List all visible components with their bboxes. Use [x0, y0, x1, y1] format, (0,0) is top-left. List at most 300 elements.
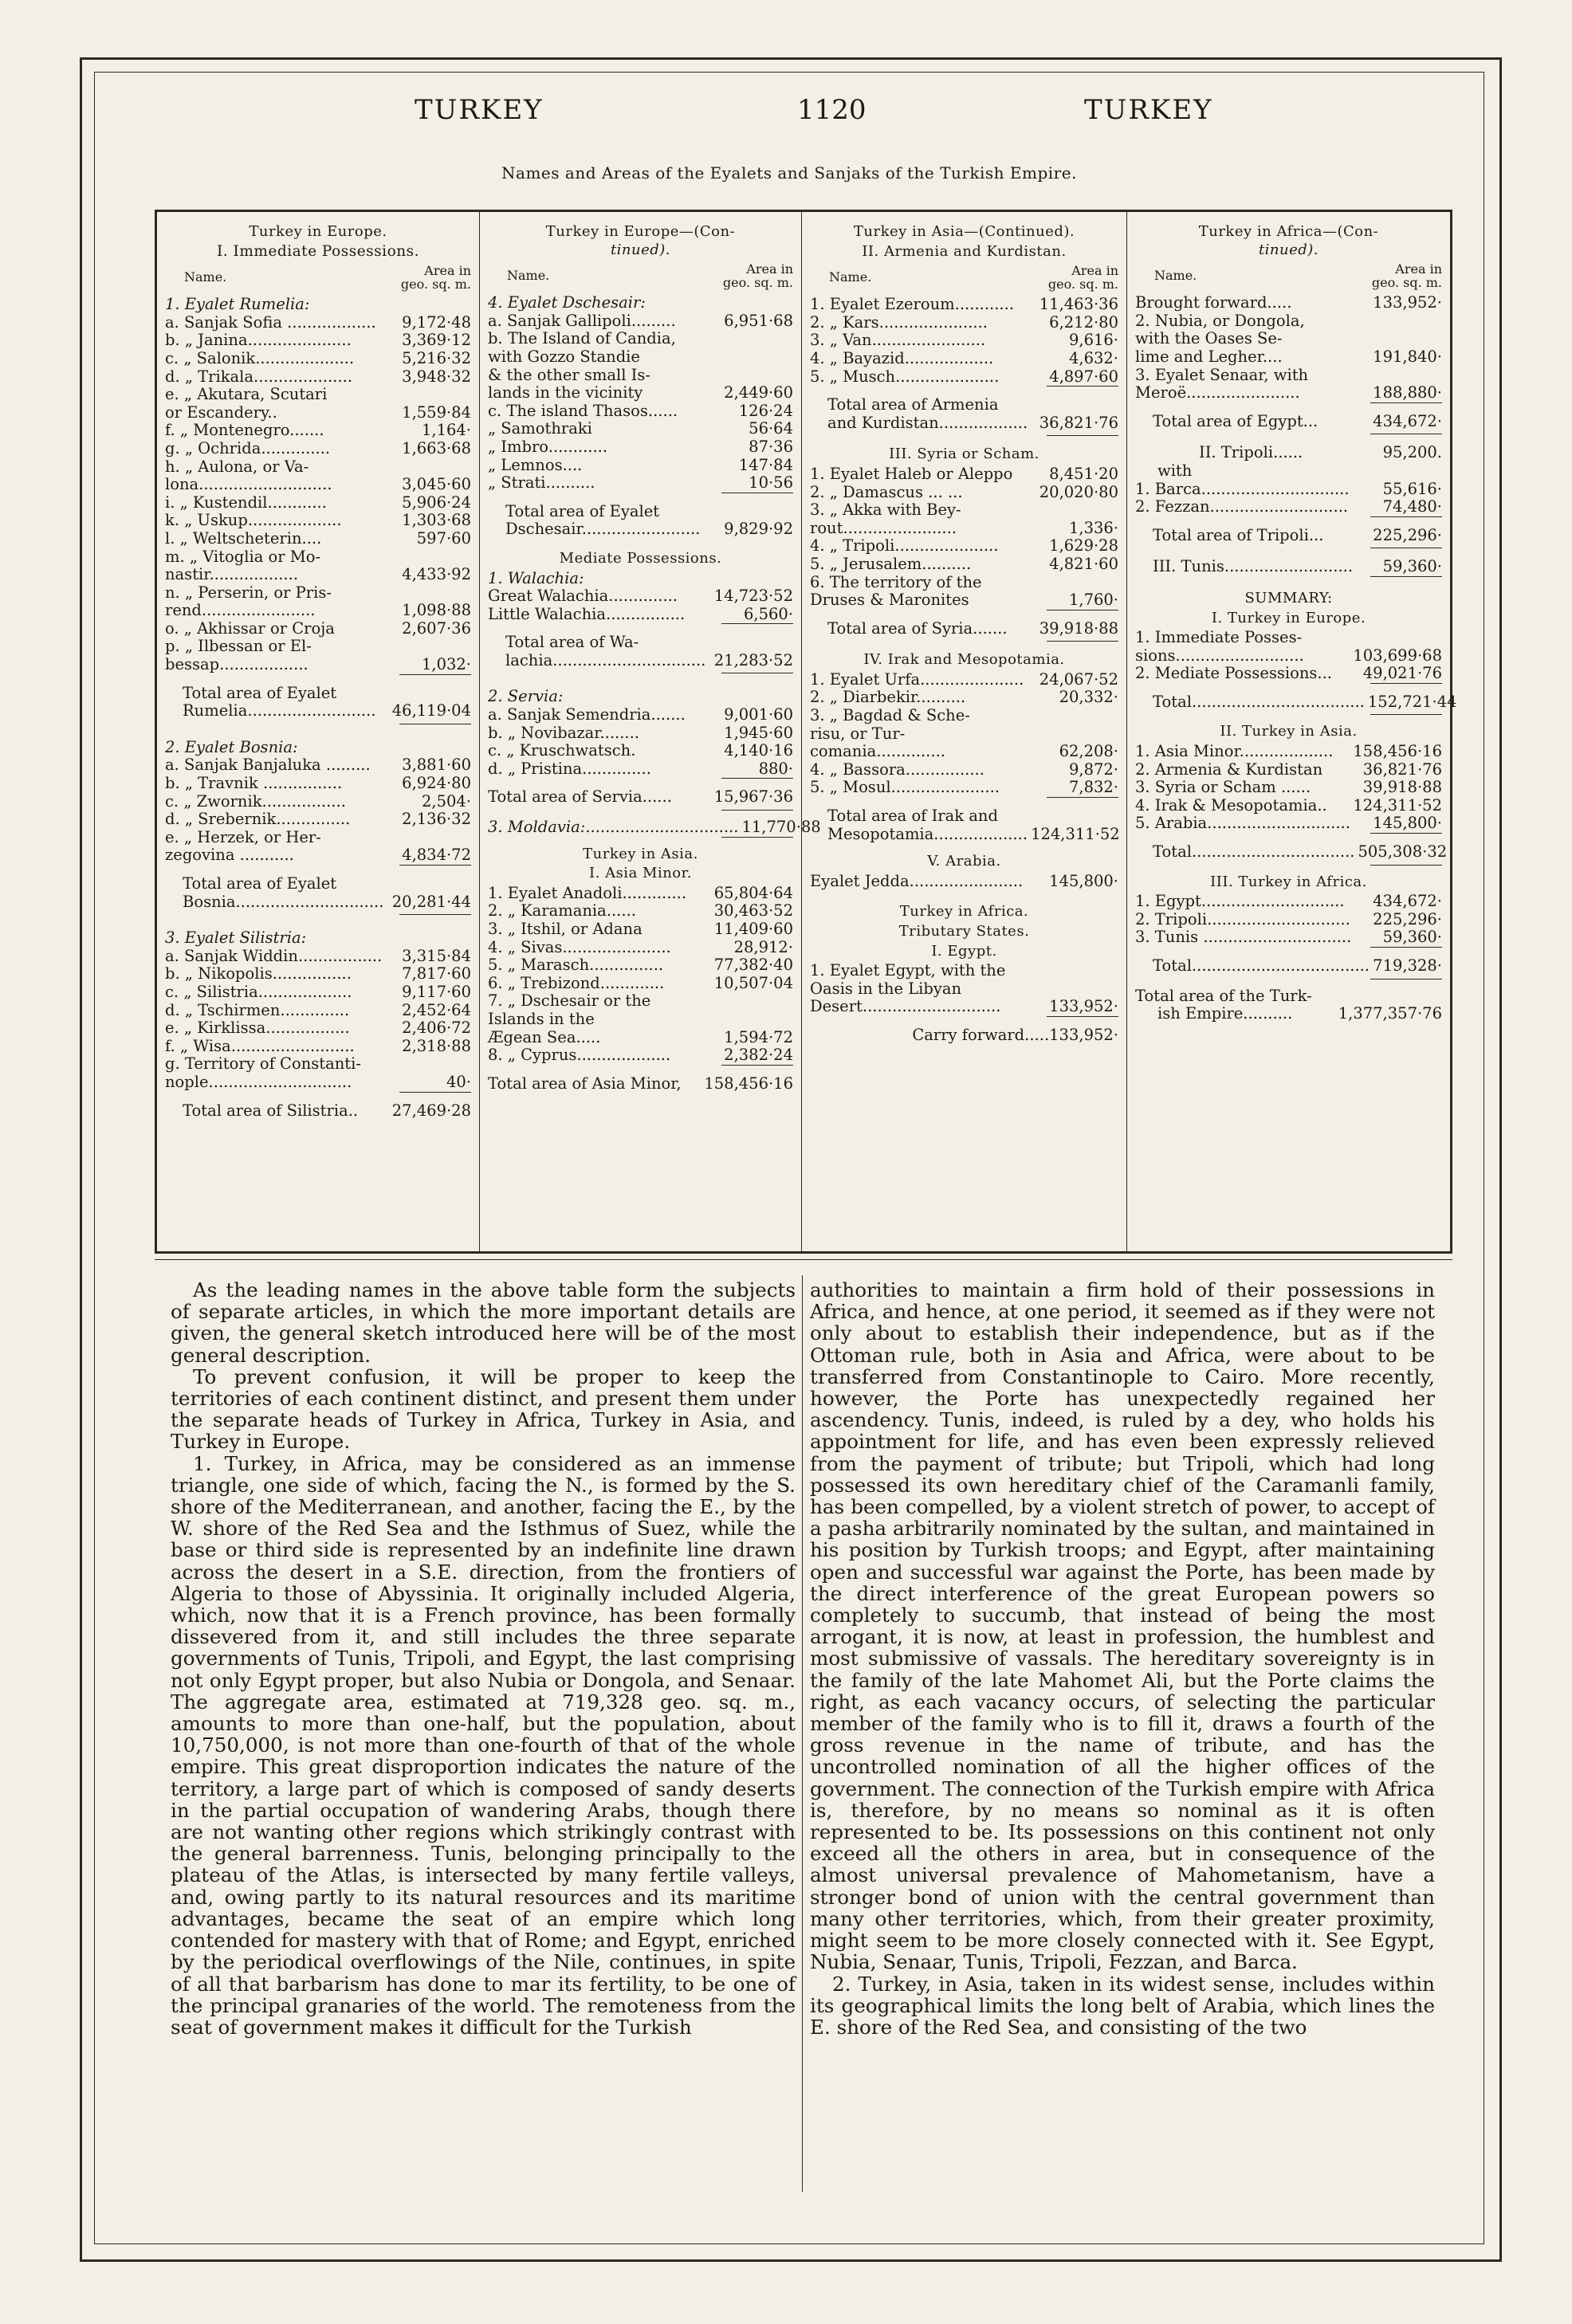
sum-rule — [1370, 865, 1442, 866]
row-area: 20,332· — [1059, 688, 1118, 707]
row-area: 1,303·68 — [402, 511, 471, 530]
header-name: Name. — [1154, 268, 1197, 284]
section-subtitle: I. Turkey in Europe. — [1211, 609, 1366, 626]
row-name: & the other small Is- — [488, 365, 650, 384]
row-name: risu, or Tur- — [810, 724, 906, 743]
row-name: 2. „ Karamania...... — [488, 901, 636, 921]
total-label — [488, 634, 711, 669]
total-value: 20,281·44 — [391, 892, 471, 911]
header-area — [1370, 262, 1442, 289]
row-area: 124,311·52 — [1353, 795, 1442, 815]
total-label-line: Dschesair........................ — [505, 520, 701, 539]
table-row — [1135, 384, 1442, 402]
row-name: 3. „ Van....................... — [810, 331, 986, 350]
body-column-right — [810, 1279, 1435, 2204]
table-row — [165, 656, 471, 674]
row-area: 133,952· — [1049, 997, 1118, 1016]
row-name: rout....................... — [810, 518, 957, 537]
row-area: 4,834·72 — [402, 846, 471, 865]
total-label — [165, 685, 389, 720]
row-name: a. Sanjak Semendria....... — [488, 705, 686, 724]
row-name: b. „ Nikopolis................ — [165, 964, 352, 983]
row-name: a. Sanjak Gallipoli......... — [488, 311, 676, 330]
total-value: 719,328· — [1373, 956, 1442, 975]
row-name: bessap.................. — [165, 655, 309, 674]
row-area: 59,360· — [1382, 928, 1442, 947]
row-name: c. „ Salonik.................... — [165, 348, 355, 367]
table-row — [488, 921, 793, 939]
row-area: 77,382·40 — [713, 956, 793, 975]
rumelia-list — [165, 314, 471, 674]
row-name: 3. Tunis .............................. — [1135, 928, 1352, 947]
total-label-line: ish Empire.......... — [1157, 1004, 1293, 1023]
section-subtitle: I. Immediate Possessions. — [216, 242, 420, 260]
section-title: IV. Irak and Mesopotamia. — [863, 651, 1065, 669]
table-row — [165, 775, 471, 793]
table-row — [165, 332, 471, 350]
row-area: 2,452·64 — [402, 1000, 471, 1019]
table-row — [165, 386, 471, 404]
table-row — [810, 998, 1118, 1016]
row-name: Eyalet Jedda....................... — [810, 871, 1024, 890]
table-row — [810, 707, 1118, 725]
table-row — [810, 555, 1118, 574]
section-title: Turkey in Asia. — [583, 845, 698, 862]
row-name: f. „ Montenegro....... — [165, 421, 324, 440]
egypt-entry — [810, 962, 1118, 1016]
table-row — [488, 367, 793, 385]
table-row — [810, 314, 1118, 332]
row-name: 3. „ Bagdad & Sche- — [810, 706, 970, 725]
row-area: 6,212·80 — [1049, 312, 1118, 332]
sum-rule — [1047, 797, 1118, 798]
spacer — [488, 542, 793, 548]
section-subtitle: I. Egypt. — [931, 942, 997, 960]
section-title: V. Arabia. — [927, 853, 1001, 870]
row-name: d. „ Trikala.................... — [165, 367, 353, 386]
table-row — [165, 314, 471, 332]
paragraph: 2. Turkey, in Asia, taken in its widest sense, includes within its geographical limits the long belt of Arabia, which lines the E. shore of the Red Sea, and consisting of the two — [810, 1972, 1435, 2039]
row-area: 9,872· — [1068, 760, 1118, 779]
row-area: 65,804·64 — [713, 883, 793, 902]
row-name: 4. „ Bayazid.................. — [810, 348, 994, 367]
sum-rule — [1370, 947, 1442, 948]
row-name: 2. „ Damascus ... ... — [810, 482, 963, 501]
row-name: III. Tunis.......................... — [1153, 557, 1354, 576]
table-row — [165, 458, 471, 477]
total-label — [810, 807, 1028, 843]
table-row — [488, 402, 793, 421]
row-area: 5,906·24 — [402, 493, 471, 512]
row-name: d. „ Tschirmen.............. — [165, 1000, 350, 1019]
total-value: 225,296· — [1373, 525, 1442, 544]
table-row — [488, 724, 793, 743]
row-area: 3,045·60 — [402, 475, 471, 494]
total-label: Total................................. — [1153, 842, 1355, 862]
section-title: Turkey in Asia—(Continued). — [853, 223, 1075, 240]
row-area: 10·56 — [749, 473, 793, 493]
total-label-line: Total area of the Turk- — [1135, 986, 1312, 1005]
row-name: 3. Syria or Scham ...... — [1135, 778, 1311, 797]
table-row — [488, 384, 793, 402]
table-row — [165, 756, 471, 775]
row-name: Meroë....................... — [1135, 383, 1300, 402]
section-subtitle: I. Asia Minor. — [589, 865, 692, 882]
row-area: 147·84 — [738, 455, 793, 474]
spacer — [165, 724, 471, 739]
table-row — [488, 992, 793, 1011]
row-area: 7,832· — [1068, 778, 1118, 797]
table-row — [488, 818, 821, 837]
row-name: lands in the vicinity — [488, 383, 643, 402]
row-area: 4,821·60 — [1049, 554, 1118, 573]
total-value: 152,721·44 — [1367, 692, 1457, 711]
row-area: 56·64 — [749, 419, 793, 438]
row-area: 95,200. — [1382, 443, 1442, 462]
row-name: 6. The territory of the — [810, 572, 982, 591]
row-area: 2,406·72 — [402, 1019, 471, 1038]
table-column-africa-summary — [1126, 212, 1457, 1251]
table-row — [165, 1074, 471, 1092]
total-row — [488, 788, 793, 807]
row-name: 4. „ Tripoli..................... — [810, 536, 999, 555]
row-area: 1,032· — [421, 655, 471, 674]
table-row — [1135, 911, 1442, 929]
row-name: Great Walachia.............. — [488, 587, 678, 606]
row-area: 7,817·60 — [402, 964, 471, 983]
table-row — [165, 620, 471, 638]
row-area: 1,559·84 — [402, 402, 471, 422]
table-row — [488, 706, 793, 724]
sum-rule — [1370, 714, 1442, 715]
table-row — [810, 689, 1118, 707]
row-name: g. Territory of Constanti- — [165, 1054, 361, 1074]
total-label-line: Total area of Eyalet — [183, 874, 337, 893]
row-area: 1,945·60 — [724, 723, 793, 742]
table-row — [488, 587, 793, 606]
table-row — [1135, 481, 1442, 499]
total-label-line: Rumelia.......................... — [183, 701, 376, 720]
row-area: 2,136·32 — [402, 810, 471, 829]
section-subtitle: II. Armenia and Kurdistan. — [862, 242, 1067, 260]
summary-title: SUMMARY: — [1244, 589, 1333, 607]
row-name: c. The island Thasos...... — [488, 401, 678, 420]
table-row — [488, 420, 793, 438]
total-value: 505,308·32 — [1358, 842, 1448, 862]
grand-total-row — [1135, 987, 1442, 1023]
total-label-line: lachia............................... — [505, 650, 706, 669]
row-area: 20,020·80 — [1039, 482, 1118, 501]
row-area: 1,164· — [421, 421, 471, 440]
total-row — [810, 620, 1118, 638]
table-caption: Names and Areas of the Eyalets and Sanjaks of the Turkish Empire. — [501, 163, 1077, 183]
row-name: 3. „ Akka with Bey- — [810, 501, 961, 520]
sum-rule — [721, 810, 793, 811]
spacer — [810, 890, 1118, 901]
section-title-line: Turkey in Europe—(Con- — [545, 223, 736, 240]
row-name: g. „ Ochrida.............. — [165, 438, 331, 457]
table-row — [165, 811, 471, 829]
carry-forward: Carry forward.....133,952· — [912, 1025, 1118, 1044]
total-label-line: Total area of Irak and — [827, 807, 998, 826]
sum-rule — [1047, 386, 1118, 387]
tripoli-with: with — [1157, 461, 1193, 480]
row-name: 5. „ Musch..................... — [810, 367, 1000, 386]
sum-rule — [399, 1092, 471, 1093]
table-row — [810, 873, 1118, 891]
section-title-line: tinued). — [1258, 241, 1319, 258]
total-row — [1135, 842, 1448, 862]
total-label: Total area of Servia...... — [488, 787, 672, 807]
section-title: Mediate Possessions. — [559, 549, 722, 567]
row-name: 2. „ Diarbekir.......... — [810, 688, 966, 707]
table-row — [1135, 294, 1442, 312]
table-row — [165, 404, 471, 422]
total-value: 39,918·88 — [1039, 618, 1118, 638]
table-row — [165, 512, 471, 530]
table-row — [165, 948, 471, 966]
row-name: 6. „ Trebizond............. — [488, 973, 665, 992]
table-row — [810, 520, 1118, 538]
row-area: 30,463·52 — [713, 901, 793, 921]
row-area: 4,140·16 — [724, 741, 793, 760]
row-name: 5. „ Marasch............... — [488, 956, 664, 975]
table-column-europe-continued — [479, 212, 821, 1251]
row-name: 5. „ Mosul...................... — [810, 778, 1000, 797]
table-row — [488, 606, 793, 624]
row-name: 3. Moldavia:............................... — [488, 818, 739, 837]
table-row — [488, 1029, 793, 1047]
row-name: c. „ Zwornik................. — [165, 791, 346, 811]
table-row — [165, 846, 471, 865]
row-name: 5. Arabia............................. — [1135, 814, 1350, 833]
row-name: 3. Eyalet Senaar, with — [1135, 365, 1309, 384]
row-name: 1. Asia Minor................... — [1135, 742, 1334, 761]
row-area: 6,951·68 — [724, 311, 793, 330]
row-name: rend....................... — [165, 601, 316, 620]
row-name: „ Strati.......... — [488, 473, 595, 493]
row-area: 14,723·52 — [713, 587, 793, 606]
row-name: or Escandery.. — [165, 402, 277, 422]
header-area-bottom: geo. sq. m. — [722, 275, 793, 291]
row-area: 191,840· — [1373, 347, 1442, 366]
row-area: 55,616· — [1382, 479, 1442, 498]
table-row — [1135, 779, 1442, 797]
header-area-top: Area in — [424, 263, 471, 279]
total-label — [1135, 987, 1335, 1023]
row-name: 2. Armenia & Kurdistan — [1135, 760, 1323, 779]
total-value: 9,829·92 — [724, 520, 793, 539]
table-row — [165, 1038, 471, 1056]
header-area-top: Area in — [1395, 261, 1442, 277]
row-name: 4. Irak & Mesopotamia.. — [1135, 795, 1327, 815]
table-row — [810, 591, 1118, 610]
table-row — [488, 312, 793, 331]
row-area: 2,382·24 — [724, 1046, 793, 1065]
spacer — [1135, 577, 1442, 588]
sum-rule — [1370, 402, 1442, 403]
row-name: b. „ Janina..................... — [165, 331, 352, 350]
total-label-line: Total area of Armenia — [827, 395, 999, 414]
row-name: 1. Eyalet Haleb or Aleppo — [810, 464, 1013, 483]
row-area: 4,433·92 — [402, 565, 471, 584]
eyalet-heading: 3. Eyalet Silistria: — [165, 928, 307, 948]
row-name: Islands in the — [488, 1009, 595, 1028]
row-area: 11,463·36 — [1039, 295, 1118, 314]
total-row — [810, 396, 1118, 432]
header-area — [1047, 264, 1118, 291]
row-area: 158,456·16 — [1353, 742, 1442, 761]
row-area: 6,560· — [743, 604, 793, 623]
spacer — [165, 915, 471, 929]
table-row — [810, 761, 1118, 779]
page-number: 1120 — [797, 94, 867, 126]
spacer — [810, 642, 1118, 650]
table-row — [1135, 761, 1442, 779]
row-name: c. „ Silistria................... — [165, 982, 352, 1001]
sum-rule — [1370, 833, 1442, 834]
row-area: 39,918·88 — [1362, 778, 1442, 797]
row-area: 28,912· — [733, 937, 793, 956]
section-title: Turkey in Africa. — [899, 903, 1029, 921]
row-area: 1,760· — [1068, 591, 1118, 610]
eyalet-heading: 1. Eyalet Rumelia: — [165, 295, 310, 314]
row-name: Little Walachia................ — [488, 604, 686, 623]
spacer — [810, 846, 1118, 851]
row-name: lona........................... — [165, 475, 332, 494]
row-name: „ Lemnos.... — [488, 455, 583, 474]
total-label: Total.................................... — [1153, 956, 1370, 975]
row-name: 2. Mediate Possessions... — [1135, 664, 1333, 683]
total-row — [165, 685, 471, 720]
section-title: Turkey in Europe. — [249, 223, 387, 240]
row-name: f. „ Wisa......................... — [165, 1036, 355, 1055]
total-row — [165, 875, 471, 911]
row-area: 9,172·48 — [402, 312, 471, 332]
paragraph: authorities to maintain a firm hold of their possessions in Africa, and hence, at one period, it seemed as if they were not only about to establish their independence, but as if the Ottoman rule, both in Asia and Africa, were about to be transferred from Constantinople to Cairo. More recently, however, the Porte has unexpectedly regained her ascendency. Tunis, indeed, is ruled by a dey, who holds his appointment for life, and has even been expressly relieved from the payment of tribute; but Tripoli, which had long possessed its own hereditary chief of the Caramanli family, has been compelled, by a violent stretch of power, to accept of a pasha arbitrarily nominated by the sultan, and maintained in his position by Turkish troops; and Egypt, after maintaining open and successful war against the Porte, has been made by the direct interference of the great European powers so completely to succumb, that instead of being the most arrogant, it is now, at least in profession, the humblest and most submissive of vassals. The hereditary sovereignty is in the family of the late Mahomet Ali, but the Porte claims the right, as each vacancy occurs, of selecting the particular member of the family who is to fill it, draws a fourth of the gross revenue in the name of tribute, and has the uncontrolled nomination of all the higher offices of the government. The connection of the Turkish empire with Africa is, therefore, by no means so nominal as it is often represented to be. Its possessions on this continent not only exceed all the others in area, but in consequence of the almost universal prevalence of Mahometanism, have a stronger bond of union with the central government than many other territories, which, from their greater proximity, might seem to be more closely connected with it. See Egypt, Nubia, Senaar, Tunis, Tripoli, Fezzan, and Barca. — [810, 1278, 1435, 1974]
row-name: 1. Barca.............................. — [1135, 479, 1350, 498]
column-header — [488, 262, 793, 289]
row-name: a. Sanjak Widdin................. — [165, 946, 383, 965]
table-row — [165, 584, 471, 603]
eyalet-heading: 1. Walachia: — [488, 568, 584, 587]
header-area-top: Area in — [746, 261, 793, 277]
table-row — [165, 494, 471, 512]
header-name: Name. — [184, 269, 227, 285]
table-row — [1135, 743, 1442, 761]
row-name: 1. Eyalet Egypt, with the — [810, 961, 1006, 980]
row-name: 1. Eyalet Urfa..................... — [810, 669, 1024, 689]
total-value: 158,456·16 — [704, 1074, 793, 1093]
table-row — [1135, 312, 1442, 331]
row-name: 4. „ Bassora................ — [810, 760, 984, 779]
section-title — [488, 223, 793, 259]
row-name: with Gozzo Standie — [488, 347, 640, 366]
row-area: 880· — [758, 759, 793, 778]
row-area: 5,216·32 — [402, 348, 471, 367]
table-row — [165, 350, 471, 368]
table-row — [165, 829, 471, 847]
column-header — [165, 264, 471, 291]
row-area: 11,770·88 — [741, 818, 821, 837]
sum-rule — [721, 1065, 793, 1066]
table-row — [488, 956, 793, 975]
total-label: Total................................... — [1153, 692, 1365, 711]
sum-rule — [721, 623, 793, 624]
row-area: 11,409·60 — [713, 920, 793, 938]
table-row — [165, 1002, 471, 1020]
table-row — [488, 760, 793, 779]
row-area: 597·60 — [416, 528, 471, 548]
row-name: h. „ Aulona, or Va- — [165, 457, 309, 476]
row-area: 36,821·76 — [1362, 760, 1442, 779]
row-area: 3,881·60 — [402, 756, 471, 775]
sum-rule — [721, 778, 793, 779]
table-row — [810, 537, 1118, 555]
row-area: 1,663·68 — [402, 438, 471, 457]
table-row — [810, 465, 1118, 484]
table-column-europe — [157, 212, 479, 1251]
total-value: 46,119·04 — [391, 701, 471, 720]
total-row — [488, 1075, 793, 1093]
row-name: e. „ Kirklissa................. — [165, 1019, 350, 1038]
row-area: 2,449·60 — [724, 383, 793, 402]
grand-total-value: 1,377,357·76 — [1338, 1004, 1442, 1023]
total-label-line: Mesopotamia................... — [827, 824, 1028, 843]
table-row — [488, 474, 793, 493]
total-label — [810, 396, 1036, 432]
row-name: Desert............................ — [810, 997, 1001, 1016]
row-name: c. „ Kruschwatsch. — [488, 741, 636, 760]
header-area-top: Area in — [1071, 263, 1118, 279]
row-name: b. „ Travnik ................ — [165, 774, 343, 793]
spacer — [810, 436, 1118, 444]
row-name: i. „ Kustendil............ — [165, 493, 327, 512]
row-name: zegovina ........... — [165, 846, 294, 865]
table-row — [810, 501, 1118, 520]
table-row — [810, 368, 1118, 387]
row-name: a. Sanjak Sofia .................. — [165, 312, 376, 332]
row-area: 9,616· — [1068, 331, 1118, 350]
table-row — [1135, 928, 1442, 947]
row-area: 2,607·36 — [402, 618, 471, 638]
row-name: comania.............. — [810, 742, 945, 761]
row-name: 1. Egypt............................. — [1135, 892, 1345, 911]
row-area: 40· — [446, 1072, 471, 1091]
row-name: 1. Eyalet Anadoli............. — [488, 883, 687, 902]
row-name: Ægean Sea..... — [488, 1027, 601, 1046]
row-area: 145,800· — [1049, 871, 1118, 890]
table-row — [488, 975, 793, 993]
table-row — [810, 779, 1118, 797]
table-row — [165, 638, 471, 656]
running-head-left: TURKEY — [415, 94, 544, 126]
sum-rule — [399, 865, 471, 866]
row-name: k. „ Uskup................... — [165, 511, 342, 530]
row-area: 434,672· — [1373, 892, 1442, 911]
table-row — [810, 484, 1118, 502]
table-row — [488, 457, 793, 475]
total-label-line: Total area of Wa- — [505, 633, 639, 652]
table-bottom-rule — [155, 1259, 1452, 1260]
total-label-line: Total area of Eyalet — [505, 501, 660, 520]
table-row — [1135, 797, 1442, 815]
table-row — [810, 574, 1118, 592]
table-row — [1135, 815, 1442, 833]
row-name: 4. „ Sivas...................... — [488, 937, 671, 956]
total-row — [1135, 957, 1442, 976]
row-name: nastir.................. — [165, 565, 299, 584]
